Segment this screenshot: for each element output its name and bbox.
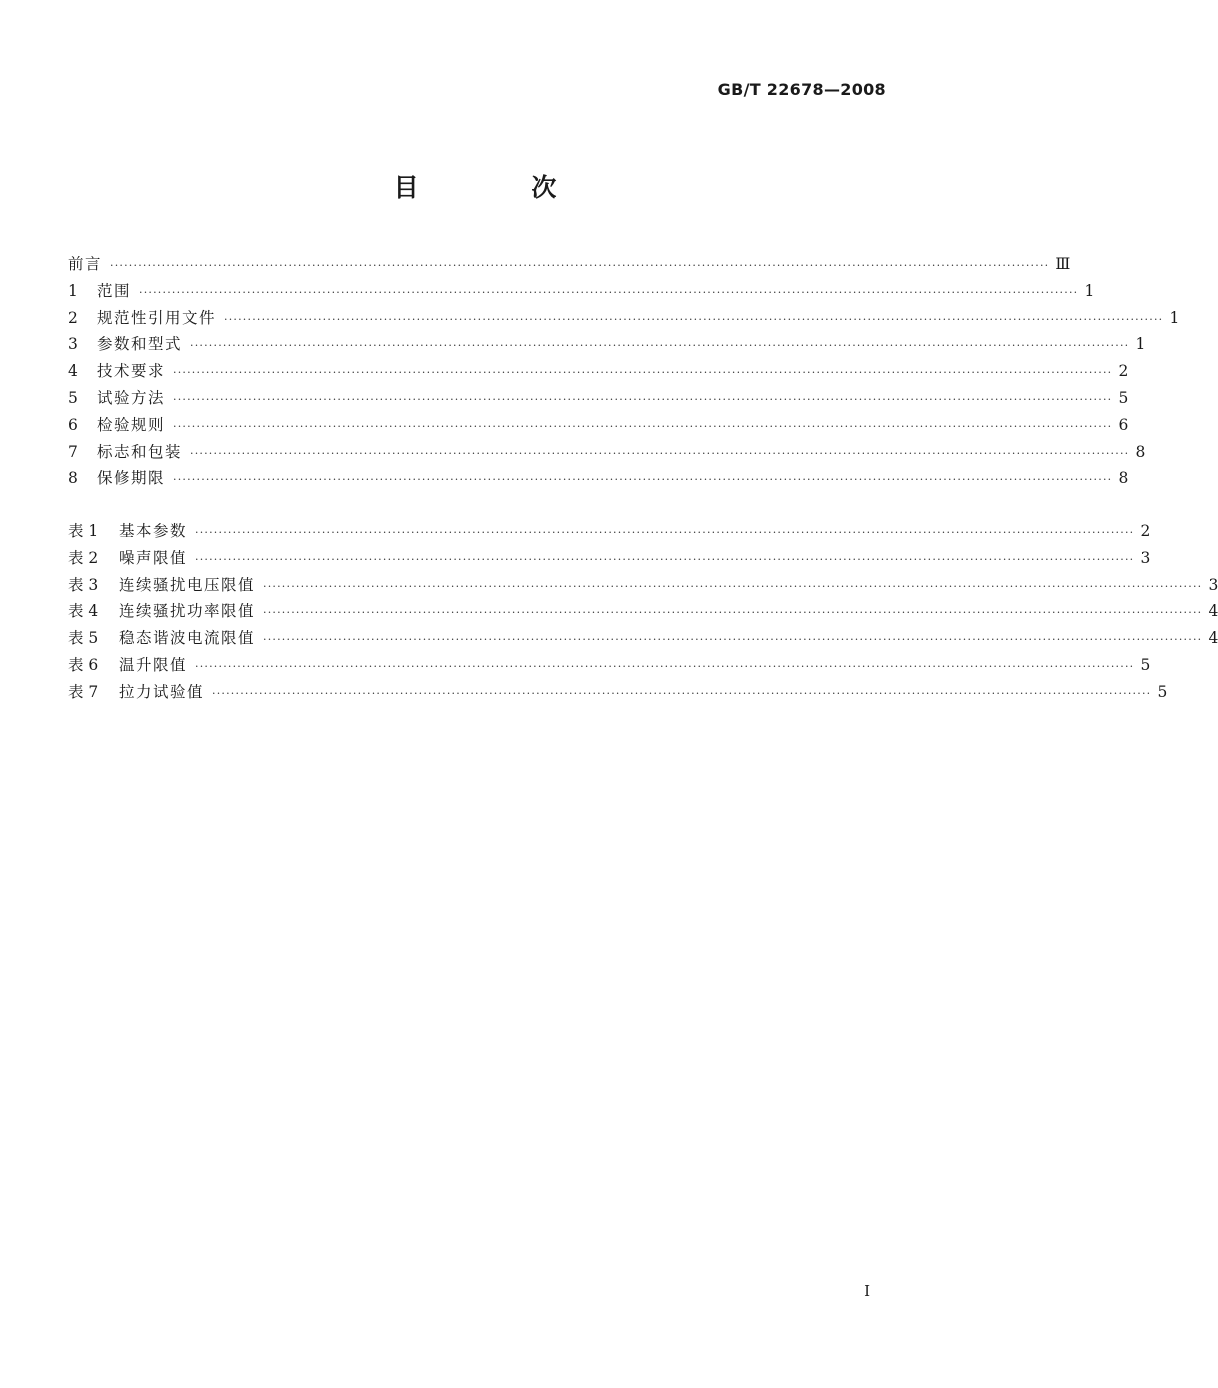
toc-table-entry-3[interactable] <box>68 572 1218 599</box>
dot-leader: ········································································································································································································ <box>224 312 1164 326</box>
dot-leader: ········································································································································································································ <box>173 473 1113 487</box>
toc-title: 目 次 <box>393 173 609 202</box>
toc-table-number: 表 5 <box>68 629 99 648</box>
toc-entry-label: 保修期限 <box>97 469 166 488</box>
toc-entry-page: 1 <box>1135 335 1146 354</box>
toc-entry-4[interactable] <box>68 358 1129 385</box>
standard-code: GB/T 22678—2008 <box>717 80 886 99</box>
toc-entry-page: 5 <box>1140 655 1151 674</box>
toc-entry-number: 5 <box>68 388 78 407</box>
toc-entry-page: 2 <box>1140 522 1151 540</box>
dot-leader: ········································································································································································································ <box>263 579 1203 593</box>
toc-tables-list <box>68 518 1218 706</box>
toc-entry-number: 1 <box>68 281 78 300</box>
toc-table-number: 表 7 <box>68 682 99 701</box>
toc-entry-label: 前言 <box>68 255 103 273</box>
toc-entry-page: 8 <box>1135 442 1146 461</box>
dot-leader: ········································································································································································································ <box>110 259 1050 272</box>
toc-entry-page: 5 <box>1157 682 1168 701</box>
toc-entry-page: Ⅲ <box>1055 255 1071 273</box>
toc-entry-label: 检验规则 <box>97 415 166 434</box>
toc-entry-6[interactable] <box>68 412 1129 439</box>
dot-leader: ········································································································································································································ <box>173 419 1113 433</box>
toc-entry-page: 4 <box>1208 629 1218 648</box>
toc-table-entry-1[interactable] <box>68 518 1151 545</box>
toc-table-entry-2[interactable] <box>68 545 1151 572</box>
toc-entry-foreword[interactable] <box>68 251 1071 278</box>
toc-entry-number: 7 <box>68 442 78 461</box>
dot-leader: ········································································································································································································ <box>139 285 1079 299</box>
dot-leader: ········································································································································································································ <box>173 392 1113 406</box>
toc-entry-label: 连续骚扰功率限值 <box>119 602 256 621</box>
toc-entry-number: 2 <box>68 308 78 327</box>
toc-entry-page: 2 <box>1118 362 1129 381</box>
toc-entry-label: 噪声限值 <box>119 548 188 567</box>
toc-entry-1[interactable] <box>68 278 1095 305</box>
toc-entry-8[interactable] <box>68 465 1129 492</box>
toc-entry-label: 基本参数 <box>119 522 188 540</box>
toc-entry-label: 稳态谐波电流限值 <box>119 629 256 648</box>
toc-table-number: 表 2 <box>68 548 99 567</box>
toc-entry-page: 1 <box>1084 281 1095 300</box>
toc-table-number: 表 6 <box>68 655 99 674</box>
toc-table-entry-7[interactable] <box>68 679 1168 706</box>
toc-entry-number: 6 <box>68 415 78 434</box>
toc-entry-label: 规范性引用文件 <box>97 308 217 327</box>
toc-entry-number: 8 <box>68 469 78 488</box>
dot-leader: ········································································································································································································ <box>263 606 1203 620</box>
toc-entry-7[interactable] <box>68 439 1146 466</box>
toc-entry-number: 3 <box>68 335 78 354</box>
toc-entry-label: 温升限值 <box>119 655 188 674</box>
dot-leader: ········································································································································································································ <box>195 526 1135 539</box>
dot-leader: ········································································································································································································ <box>190 446 1130 460</box>
toc-entry-2[interactable] <box>68 305 1180 332</box>
toc-entry-page: 1 <box>1169 308 1180 327</box>
dot-leader: ········································································································································································································ <box>212 686 1152 700</box>
dot-leader: ········································································································································································································ <box>173 366 1113 380</box>
toc-table-entry-5[interactable] <box>68 625 1218 652</box>
toc-entry-page: 3 <box>1208 575 1218 594</box>
toc-table-number: 表 3 <box>68 575 99 594</box>
dot-leader: ········································································································································································································ <box>190 339 1130 353</box>
toc-table-number: 表 4 <box>68 602 99 621</box>
toc-entry-page: 3 <box>1140 548 1151 567</box>
toc-main-list <box>68 251 1180 492</box>
toc-entry-5[interactable] <box>68 385 1129 412</box>
toc-entry-3[interactable] <box>68 331 1146 358</box>
toc-entry-label: 连续骚扰电压限值 <box>119 575 256 594</box>
dot-leader: ········································································································································································································ <box>195 659 1135 673</box>
toc-entry-page: 5 <box>1118 388 1129 407</box>
toc-entry-label: 范围 <box>97 281 132 300</box>
toc-entry-label: 技术要求 <box>97 362 166 381</box>
toc-table-entry-6[interactable] <box>68 652 1151 679</box>
toc-table-number: 表 1 <box>68 522 99 540</box>
dot-leader: ········································································································································································································ <box>263 633 1203 647</box>
dot-leader: ········································································································································································································ <box>195 552 1135 566</box>
page-number: I <box>864 1282 870 1300</box>
toc-entry-label: 参数和型式 <box>97 335 183 354</box>
toc-entry-label: 试验方法 <box>97 388 166 407</box>
toc-entry-page: 4 <box>1208 602 1218 621</box>
toc-entry-label: 拉力试验值 <box>119 682 205 701</box>
toc-entry-page: 8 <box>1118 469 1129 488</box>
toc-entry-label: 标志和包装 <box>97 442 183 461</box>
toc-table-entry-4[interactable] <box>68 598 1218 625</box>
toc-entry-number: 4 <box>68 362 78 381</box>
toc-entry-page: 6 <box>1118 415 1129 434</box>
